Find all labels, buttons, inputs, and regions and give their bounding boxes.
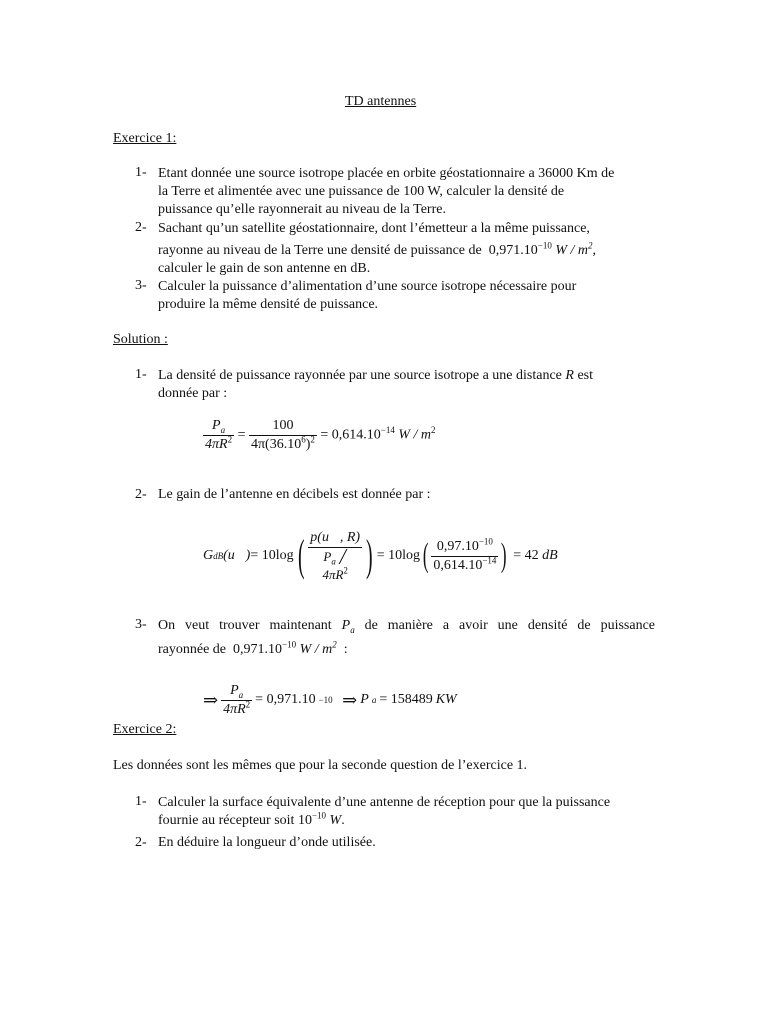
eq2-result: = 42 [513, 548, 539, 563]
power-density-value: 0,971.10 [488, 243, 538, 258]
eq2-direction: (u⃗) [223, 548, 251, 563]
right-paren-icon: ) [501, 537, 507, 574]
eq2-10log-1: = 10log [250, 548, 294, 563]
sol-item1-line2: donnée par : [158, 386, 228, 401]
ex1-item1-text [158, 165, 655, 219]
exercise1-heading: Exercice 1: [113, 131, 177, 146]
exercise2-intro: Les données sont les mêmes que pour la seconde question de l’exercice 1. [113, 758, 528, 773]
sol-item1-line1-end: est [577, 368, 594, 383]
pa-symbol-sub: a [350, 624, 355, 635]
ex1-item2-number: 2- [135, 220, 147, 235]
ex1-item3-text [158, 278, 655, 314]
sol-item1-line1 [158, 367, 655, 385]
eq1-den1-exp: 2 [227, 434, 233, 445]
eq1-num2: 100 [249, 418, 317, 436]
eq1-equals: = [237, 427, 246, 443]
ex1-item3-line: Calculer la puissance d’alimentation d’une source isotrope nécessaire pour [158, 279, 577, 294]
eq1-den2-exp2: 2 [310, 434, 315, 445]
ex2-item1-line2-text: fournie au récepteur soit [158, 813, 295, 828]
sol-item2-number: 2- [135, 487, 147, 502]
ex1-item2-text [158, 220, 655, 278]
eq3-value: = 0,971.10 [255, 692, 316, 707]
page-title: TD antennes [345, 94, 417, 109]
eq3-p2: P [360, 692, 369, 707]
eq3-unit: KW [435, 692, 457, 707]
ex1-item1-line: la Terre et alimentée avec une puissance de 100 W, calculer la densité de [158, 184, 565, 199]
solution-heading: Solution : [113, 332, 168, 347]
distance-symbol: R [565, 368, 574, 383]
sol-item3-line1 [158, 617, 655, 635]
eq2-numerator-exp: −10 [478, 535, 493, 546]
eq2-gain: G [203, 548, 214, 563]
eq3-fraction [221, 683, 252, 718]
right-paren-icon: ) [366, 531, 373, 580]
eq2-denominator: 0,614.10 [433, 557, 483, 573]
eq2-pa: P [323, 548, 332, 564]
sol-item3-line2-text: rayonnée de [158, 642, 227, 657]
eq3-result: = 158489 [379, 692, 433, 707]
eq1-pa-sub: a [220, 424, 226, 435]
eq1-unit-exp: 2 [431, 425, 436, 436]
eq2-10log-2: = 10log [376, 548, 421, 563]
eq1-den1: 4πR [205, 437, 228, 452]
eq2-fraction-ratio [431, 535, 498, 574]
eq1-result: = 0,614.10 [320, 427, 381, 443]
ex1-item3-line: produire la même densité de puissance. [158, 297, 379, 312]
ex1-item1-line: Etant donnée une source isotrope placée en orbite géostationnaire a 36000 Km de [158, 166, 615, 181]
ex1-item2-line2-text: rayonne au niveau de la Terre une densité de puissance de [158, 243, 482, 258]
received-power-unit: W [329, 813, 342, 828]
eq2-den: 4πR [322, 566, 344, 582]
ex1-item1-number: 1- [135, 165, 147, 180]
implies-arrow-icon: ⇒ [342, 689, 358, 710]
eq2-unit: dB [542, 548, 558, 563]
sol-item3-text [158, 617, 655, 659]
equation-2: G dB (u⃗) = 10log ( p(u⃗, R) $P_a$ ╱ $4\pi R^2$ ) = 10log ( $\frac{0,97.10^{-10}}{0,614.10^{-14}}$ ) = 42 dB [203, 529, 558, 582]
sol-item2-text: Le gain de l’antenne en décibels est donnée par : [158, 487, 431, 502]
eq1-result-exp: −14 [380, 425, 395, 436]
sol-item3-number: 3- [135, 617, 147, 632]
power-density-unit: W / m [299, 642, 333, 657]
sol-item1-number: 1- [135, 367, 147, 382]
eq2-den-exp: 2 [343, 565, 348, 576]
pa-symbol: P [341, 618, 351, 633]
eq1-unit: W / m [398, 427, 432, 443]
ex1-item2-line3: calculer le gain de son antenne en dB. [158, 261, 371, 276]
ex2-item1-number: 1- [135, 794, 147, 809]
received-power-value: 10 [297, 813, 312, 828]
ex2-item1-line2 [158, 812, 655, 830]
ex2-item2-number: 2- [135, 835, 147, 850]
eq1-den2-exp: 6 [301, 434, 306, 445]
ex1-item1-line: puissance qu’elle rayonnerait au niveau de la Terre. [158, 202, 446, 217]
equation-1 [203, 418, 436, 453]
eq1-pa: P [212, 418, 221, 433]
ex1-item3-number: 3- [135, 278, 147, 293]
sol-item3-line1-end: de manière a avoir une densité de puissance [364, 618, 656, 633]
eq2-fraction-inner: $P_a$ ╱ $4\pi R^2$ [322, 548, 348, 582]
power-density-value: 0,971.10 [233, 642, 283, 657]
eq2-denominator-exp: −14 [482, 554, 497, 565]
power-density-unit-exponent: 2 [332, 639, 337, 650]
period: . [341, 813, 345, 828]
left-paren-icon: ( [297, 531, 305, 580]
eq3-pa: P [230, 682, 239, 698]
eq1-fraction-1 [203, 418, 234, 453]
eq1-den2-close: ) [305, 437, 311, 452]
left-paren-icon: ( [422, 537, 429, 574]
power-density-unit-exponent: 2 [588, 240, 593, 251]
ex2-item1-text [158, 794, 655, 830]
eq1-den2: 4π(36.10 [250, 437, 302, 452]
sol-item3-line2 [158, 641, 655, 659]
eq3-den-exp: 2 [245, 698, 251, 709]
eq3-den: 4πR [223, 701, 246, 717]
sol-item3-line1-text: On veut trouver maintenant [158, 618, 332, 633]
eq3-pa-sub: a [238, 689, 244, 700]
power-density-exponent: −10 [282, 639, 297, 650]
implies-arrow-icon: ⇒ [203, 689, 219, 710]
ex2-item2-text: En déduire la longueur d’onde utilisée. [158, 835, 376, 850]
ex2-item1-line1: Calculer la surface équivalente d’une antenne de réception pour que la puissance [158, 795, 611, 810]
comma: , [592, 243, 596, 258]
equation-3: ⇒ $\frac{P_a}{4\pi R^2}$ = 0,971.10 −10 ⇒ P a = 158489 KW [203, 682, 457, 717]
eq2-p: p(u⃗, R) [310, 529, 361, 545]
sol-item1-text [158, 367, 655, 403]
ex1-item2-line1: Sachant qu’un satellite géostationnaire, dont l’émetteur a la même puissance, [158, 221, 590, 236]
exercise2-heading: Exercice 2: [113, 722, 177, 737]
colon: : [343, 642, 348, 657]
eq2-pa-sub: a [331, 556, 336, 567]
eq2-numerator: 0,97.10 [436, 538, 479, 554]
power-density-unit: W / m [555, 243, 588, 258]
received-power-exponent: −10 [311, 810, 327, 821]
eq2-fraction-outer [308, 530, 362, 583]
sol-item1-line1-text: La densité de puissance rayonnée par une source isotrope a une distance [158, 368, 562, 383]
ex1-item2-line2 [158, 242, 655, 260]
eq1-fraction-2 [249, 418, 317, 453]
power-density-exponent: −10 [537, 240, 552, 251]
